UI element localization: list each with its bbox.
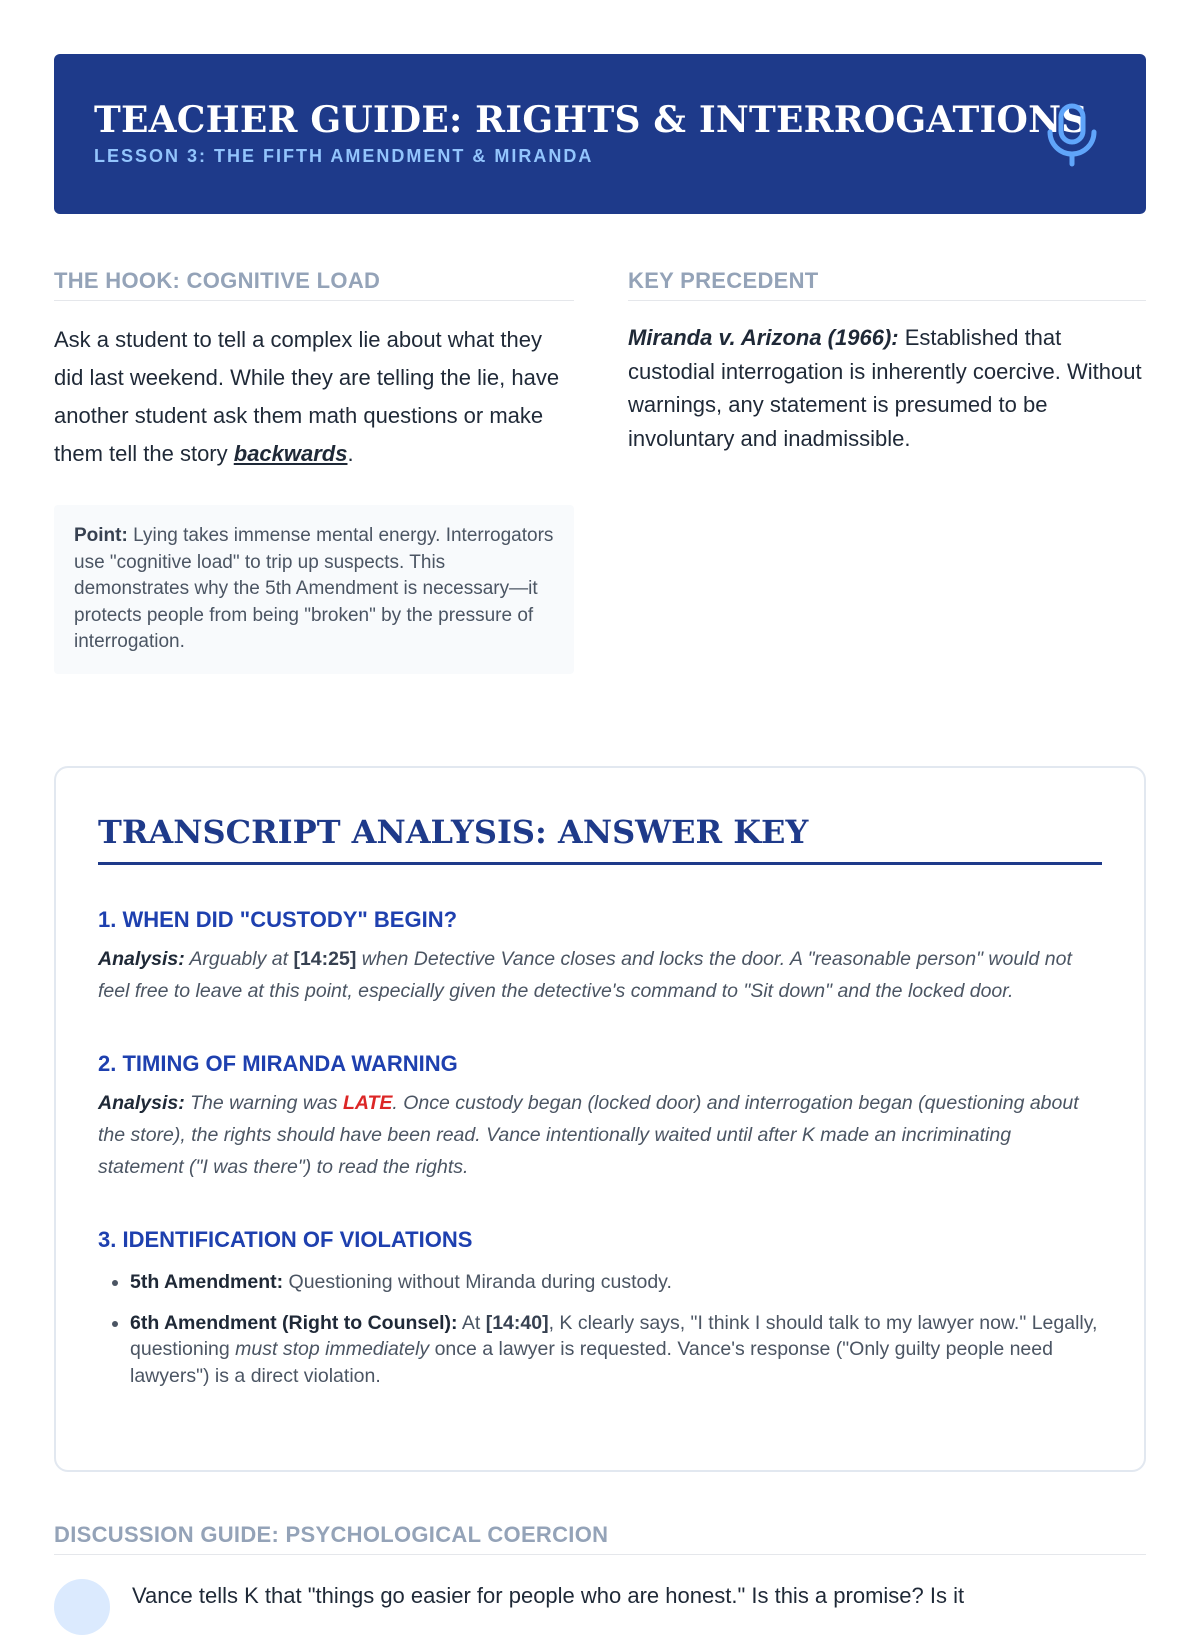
hook-emphasis: backwards <box>233 441 348 466</box>
precedent-title: KEY PRECEDENT <box>628 268 1146 301</box>
discussion-section <box>54 1522 1146 1639</box>
precedent-case: Miranda v. Arizona (1966): <box>628 325 899 350</box>
page-subtitle: LESSON 3: THE FIFTH AMENDMENT & MIRANDA <box>94 146 594 166</box>
question-2-title: 2. TIMING OF MIRANDA WARNING <box>98 1051 458 1076</box>
microphone-icon <box>1044 102 1100 168</box>
answer-key-title: TRANSCRIPT ANALYSIS: ANSWER KEY <box>98 812 1102 865</box>
question-1-title: 1. WHEN DID "CUSTODY" BEGIN? <box>98 907 458 932</box>
discussion-question: Vance tells K that "things go easier for people who are honest." Is this a promise? Is it <box>132 1583 965 1608</box>
precedent-section <box>628 268 1146 455</box>
discussion-title: DISCUSSION GUIDE: PSYCHOLOGICAL COERCION <box>54 1522 1146 1555</box>
list-item: • 5th Amendment: Questioning without Miranda during custody. <box>130 1269 1102 1296</box>
point-callout <box>54 505 574 674</box>
answer-key-card <box>54 766 1146 1472</box>
question-1-analysis: Analysis: Arguably at [14:25] when Detective Vance closes and locks the door. A "reasonable person" would not feel free to leave at this point, especially given the detective's command to "Sit down" and the locked door. <box>98 948 1072 1002</box>
hook-section <box>54 268 574 674</box>
question-2-analysis: Analysis: The warning was LATE. Once custody began (locked door) and interrogation began (questioning about the store), the rights should have been read. Vance intentionally waited until after K made an incriminating statement ("I was there") to read the rights. <box>98 1092 1079 1178</box>
hook-text: Ask a student to tell a complex lie about what they did last weekend. While they are telling the lie, have another student ask them math questions or make them tell the story backwards. <box>54 327 560 466</box>
hook-title: THE HOOK: COGNITIVE LOAD <box>54 268 574 301</box>
precedent-text: Miranda v. Arizona (1966): Established that custodial interrogation is inherently coercive. Without warnings, any statement is presumed to be involuntary and inadmissible. <box>628 325 1142 451</box>
discussion-item <box>54 1579 1146 1639</box>
point-text: Lying takes immense mental energy. Interrogators use "cognitive load" to trip up suspects. This demonstrates why the 5th Amendment is necessary—it protects people from being "broken" by the pressure of interrogation. <box>74 525 554 652</box>
number-badge <box>54 1579 110 1635</box>
late-highlight: LATE <box>342 1092 393 1114</box>
point-label: Point: <box>74 525 128 546</box>
timestamp: [14:25] <box>293 948 357 970</box>
list-item: • 6th Amendment (Right to Counsel): At [14:40], K clearly says, "I think I should talk to my lawyer now." Legally, questioning must stop immediately once a lawyer is requested. Vance's response ("Only guilty people need lawyers") is a direct violation. <box>130 1310 1102 1390</box>
page-header <box>54 54 1146 214</box>
timestamp: [14:40] <box>485 1311 549 1334</box>
question-3-title: 3. IDENTIFICATION OF VIOLATIONS <box>98 1227 473 1252</box>
page-title: TEACHER GUIDE: RIGHTS & INTERROGATIONS <box>94 99 1088 141</box>
violations-list <box>98 1269 1102 1389</box>
